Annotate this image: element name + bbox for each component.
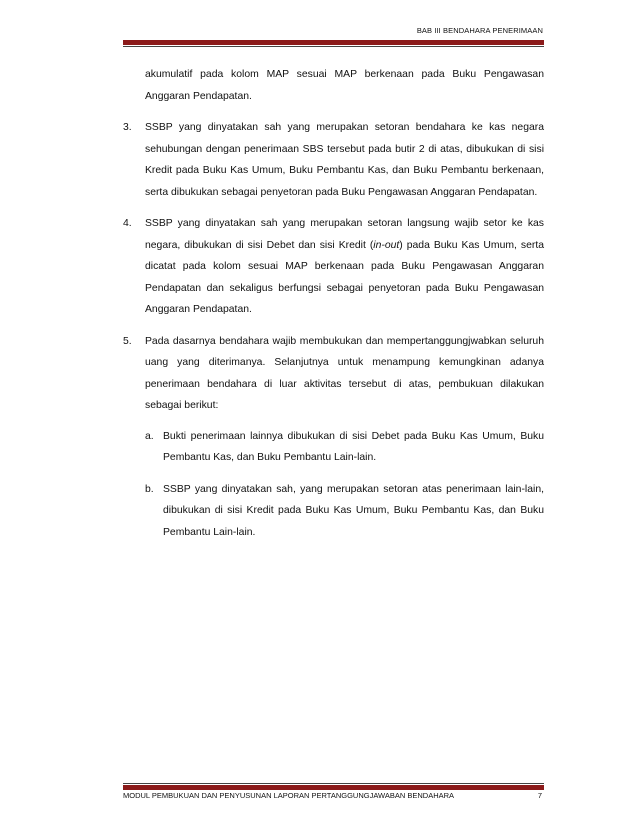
header-rule <box>123 40 544 47</box>
list-item-text: SSBP yang dinyatakan sah yang merupakan setoran bendahara ke kas negara sehubungan dengan penerimaan SBS tersebut pada butir 2 di atas, dibukukan di sisi Kredit pada Buku Kas Umum, Buku Pembantu Kas, dan Buku Pembantu berkenaan, serta dibukukan sebagai penyetoran pada Buku Pengawasan Anggaran Pendapatan. <box>145 122 544 198</box>
sub-item-text: SSBP yang dinyatakan sah, yang merupakan setoran atas penerimaan lain-lain, dibukukan di sisi Kredit pada Buku Kas Umum, Buku Pembantu Kas, dan Buku Pembantu Lain-lain. <box>163 483 544 538</box>
sub-item-letter: b. <box>145 483 154 495</box>
footer-rule-thin <box>123 783 544 784</box>
sub-list <box>145 426 544 544</box>
footer-title: MODUL PEMBUKUAN DAN PENYUSUNAN LAPORAN PERTANGGUNGJAWABAN BENDAHARA <box>123 791 455 800</box>
continuation-paragraph: akumulatif pada kolom MAP sesuai MAP berkenaan pada Buku Pengawasan Anggaran Pendapatan. <box>145 69 544 102</box>
italic-term: in-out <box>373 239 400 251</box>
list-number: 5. <box>123 335 132 347</box>
sub-item-b <box>145 479 544 544</box>
document-body <box>123 64 544 563</box>
header-rule-thin <box>123 46 544 47</box>
footer-rule-thick <box>123 785 544 790</box>
sub-item-text: Bukti penerimaan lainnya dibukukan di sisi Debet pada Buku Kas Umum, Buku Pembantu Kas, dan Buku Pembantu Lain-lain. <box>163 430 544 463</box>
chapter-title: BAB III BENDAHARA PENERIMAAN <box>416 26 543 35</box>
list-item-3 <box>123 117 544 203</box>
list-item-text-part: ) pada Buku Kas Umum, serta dicatat pada kolom sesuai MAP berkenaan pada Buku Pengawasan Anggaran Pendapatan dan sekaligus berfungsi sebagai penyetoran pada Buku Pengawasan Anggaran Pendapatan. <box>145 239 544 315</box>
list-number: 3. <box>123 122 132 133</box>
list-item-text: Pada dasarnya bendahara wajib membukukan dan mempertanggungjwabkan seluruh uang yang diterimanya. Selanjutnya untuk menampung kemungkinan adanya penerimaan bendahara di luar aktivitas tersebut di atas, pembukuan dilakukan sebagai berikut: <box>145 335 544 411</box>
footer-rule <box>123 783 544 790</box>
header-rule-thick <box>123 40 544 45</box>
list-item-content <box>145 331 544 554</box>
sub-item-a <box>145 426 544 469</box>
page-footer <box>123 791 544 800</box>
page-number: 7 <box>537 791 542 800</box>
list-item-5 <box>123 331 544 554</box>
sub-item-letter: a. <box>145 430 154 442</box>
list-item-4 <box>123 213 544 321</box>
list-number: 4. <box>123 218 132 229</box>
list-item-text <box>145 213 544 321</box>
list-item-text-part: SSBP yang dinyatakan sah yang merupakan setoran langsung wajib setor ke kas negara, dibukukan di sisi Debet dan sisi Kredit ( <box>145 218 544 251</box>
